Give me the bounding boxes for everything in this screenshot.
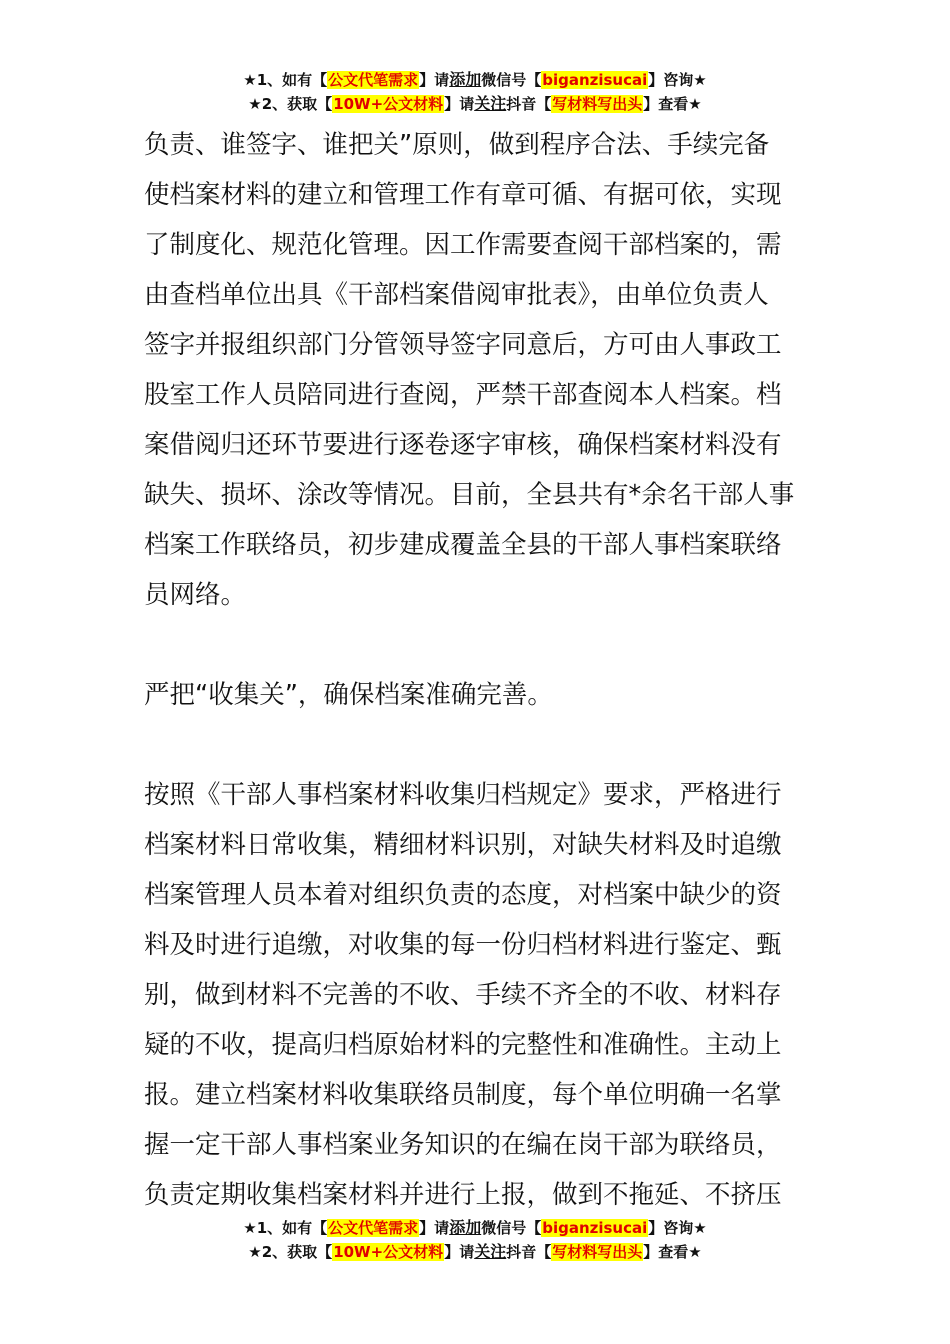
banner-emphasis: 添加	[449, 1218, 482, 1237]
banner-text: 】请	[419, 1219, 450, 1237]
text-line: 档案管理人员本着对组织负责的态度，对档案中缺少的资	[144, 880, 782, 910]
highlight-wechat-id: biganzisucai	[542, 71, 648, 89]
header-banner	[0, 68, 950, 116]
section-heading: 严把“收集关”，确保档案准确完善。	[144, 680, 553, 710]
banner-text: ★1、如有【	[243, 71, 328, 89]
text-line: 员网络。	[144, 580, 247, 610]
text-line: 签字并报组织部门分管领导签字同意后，方可由人事政工	[144, 330, 782, 360]
paragraph-spacer	[144, 620, 810, 670]
highlight-service: 公文代笔需求	[328, 1219, 419, 1237]
text-line: 负责、谁签字、谁把关”原则，做到程序合法、手续完备	[144, 130, 770, 160]
banner-line-1	[0, 68, 950, 92]
banner-text: ★1、如有【	[243, 1219, 328, 1237]
banner-emphasis: 关注	[474, 94, 507, 113]
text-line: 使档案材料的建立和管理工作有章可循、有据可依，实现	[144, 180, 782, 210]
highlight-wechat-id: biganzisucai	[542, 1219, 648, 1237]
text-line: 料及时进行追缴，对收集的每一份归档材料进行鉴定、甄	[144, 930, 782, 960]
banner-text: 】咨询★	[648, 71, 707, 89]
banner-emphasis: 添加	[449, 70, 482, 89]
banner-text: 微信号【	[481, 1219, 542, 1237]
text-line: 股室工作人员陪同进行查阅，严禁干部查阅本人档案。档	[144, 380, 782, 410]
paragraph-collection	[144, 770, 810, 1220]
highlight-service: 公文代笔需求	[328, 71, 419, 89]
footer-banner	[0, 1216, 950, 1264]
text-line: 了制度化、规范化管理。因工作需要查阅干部档案的，需	[144, 230, 782, 260]
banner-text: 微信号【	[481, 71, 542, 89]
paragraph-archive-management	[144, 120, 810, 620]
text-line: 案借阅归还环节要进行逐卷逐字审核，确保档案材料没有	[144, 430, 782, 460]
banner-line-1	[0, 1216, 950, 1240]
paragraph-spacer	[144, 720, 810, 770]
text-line: 别，做到材料不完善的不收、手续不齐全的不收、材料存	[144, 980, 782, 1010]
highlight-materials: 10W+公文材料	[333, 95, 444, 113]
banner-text: 】查看★	[643, 1243, 702, 1261]
banner-text: 】请	[444, 1243, 475, 1261]
text-line: 负责定期收集档案材料并进行上报，做到不拖延、不挤压	[144, 1180, 782, 1210]
banner-text: ★2、获取【	[248, 95, 333, 113]
banner-text: 】查看★	[643, 95, 702, 113]
banner-text: 】咨询★	[648, 1219, 707, 1237]
text-line: 握一定干部人事档案业务知识的在编在岗干部为联络员，	[144, 1130, 782, 1160]
banner-emphasis: 关注	[474, 1242, 507, 1261]
text-line: 档案材料日常收集，精细材料识别，对缺失材料及时追缴	[144, 830, 782, 860]
document-body	[144, 120, 810, 1220]
text-line: 报。建立档案材料收集联络员制度，每个单位明确一名掌	[144, 1080, 782, 1110]
text-line: 由查档单位出具《干部档案借阅审批表》，由单位负责人	[144, 280, 769, 310]
banner-text: ★2、获取【	[248, 1243, 333, 1261]
text-line: 按照《干部人事档案材料收集归档规定》要求，严格进行	[144, 780, 782, 810]
text-line: 档案工作联络员，初步建成覆盖全县的干部人事档案联络	[144, 530, 782, 560]
text-line: 缺失、损坏、涂改等情况。目前，全县共有*余名干部人事	[144, 480, 795, 510]
banner-text: 】请	[419, 71, 450, 89]
highlight-materials: 10W+公文材料	[333, 1243, 444, 1261]
text-line: 疑的不收，提高归档原始材料的完整性和准确性。主动上	[144, 1030, 782, 1060]
banner-text: 抖音【	[506, 1243, 552, 1261]
banner-line-2	[0, 92, 950, 116]
highlight-douyin-account: 写材料写出头	[552, 95, 643, 113]
highlight-douyin-account: 写材料写出头	[552, 1243, 643, 1261]
banner-line-2	[0, 1240, 950, 1264]
banner-text: 抖音【	[506, 95, 552, 113]
banner-text: 】请	[444, 95, 475, 113]
